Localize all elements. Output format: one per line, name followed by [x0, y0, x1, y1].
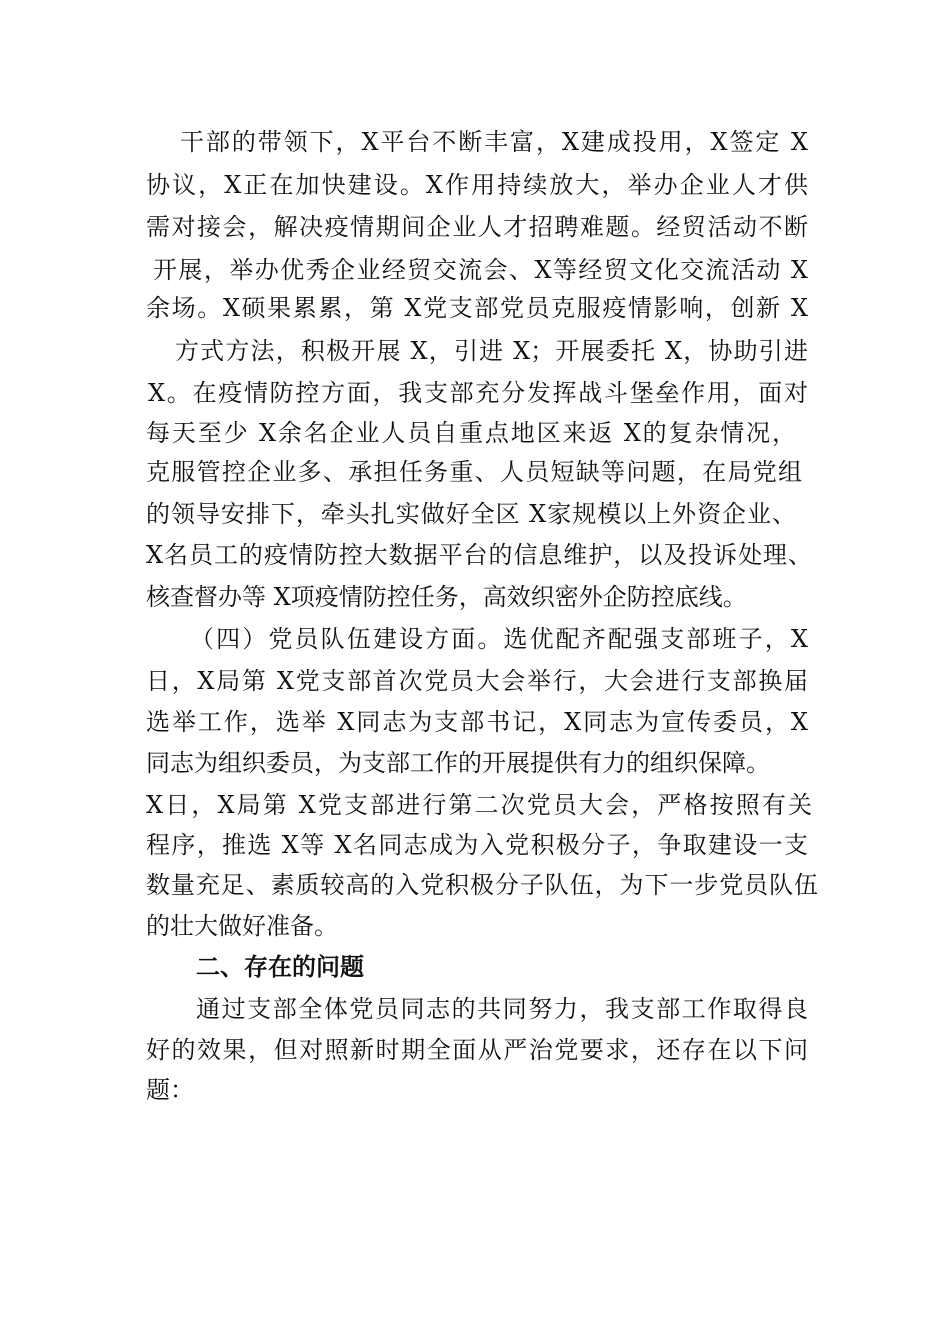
paragraph-line: 好的效果，但对照新时期全面从严治党要求，还存在以下问 [146, 1036, 808, 1064]
paragraph-line: （四）党员队伍建设方面。选优配齐配强支部班子，X [190, 625, 808, 653]
paragraph-line: 干部的带领下，X平台不断丰富，X建成投用，X签定 X [180, 128, 808, 156]
paragraph-line: 题： [146, 1076, 194, 1104]
paragraph-line: 开展，举办优秀企业经贸交流会、X等经贸文化交流活动 X [153, 256, 808, 284]
paragraph-line: 通过支部全体党员同志的共同努力，我支部工作取得良 [196, 995, 808, 1023]
paragraph-line: X。在疫情防控方面，我支部充分发挥战斗堡垒作用，面对 [148, 379, 808, 407]
paragraph-line: 克服管控企业多、承担任务重、人员短缺等问题，在局党组 [146, 458, 802, 486]
paragraph-line: 核查督办等 X项疫情防控任务，高效织密外企防控底线。 [146, 583, 747, 611]
paragraph-line: 方式方法，积极开展 X，引进 X；开展委托 X，协助引进 [175, 337, 808, 365]
section-heading: 二、存在的问题 [196, 952, 364, 981]
paragraph-line: 同志为组织委员，为支部工作的开展提供有力的组织保障。 [146, 749, 770, 777]
paragraph-line: 每天至少 X余名企业人员自重点地区来返 X的复杂情况， [146, 419, 796, 447]
paragraph-line: X名员工的疫情防控大数据平台的信息维护，以及投诉处理、 [146, 541, 812, 569]
paragraph-line: 余场。X硕果累累，第 X党支部党员克服疫情影响，创新 X [146, 294, 808, 322]
paragraph-line: 的壮大做好准备。 [146, 912, 338, 940]
paragraph-line: 需对接会，解决疫情期间企业人才招聘难题。经贸活动不断 [146, 213, 808, 241]
paragraph-line: 程序，推选 X等 X名同志成为入党积极分子，争取建设一支 [146, 831, 808, 859]
paragraph-line: 的领导安排下，牵头扎实做好全区 X家规模以上外资企业、 [146, 500, 796, 528]
paragraph-line: 协议，X正在加快建设。X作用持续放大，举办企业人才供 [146, 171, 808, 199]
paragraph-line: 日，X局第 X党支部首次党员大会举行，大会进行支部换届 [146, 667, 808, 695]
paragraph-line: X日，X局第 X党支部进行第二次党员大会，严格按照有关 [146, 791, 812, 819]
paragraph-line: 数量充足、素质较高的入党积极分子队伍，为下一步党员队伍 [146, 871, 818, 899]
paragraph-line: 选举工作，选举 X同志为支部书记，X同志为宣传委员，X [146, 708, 808, 736]
